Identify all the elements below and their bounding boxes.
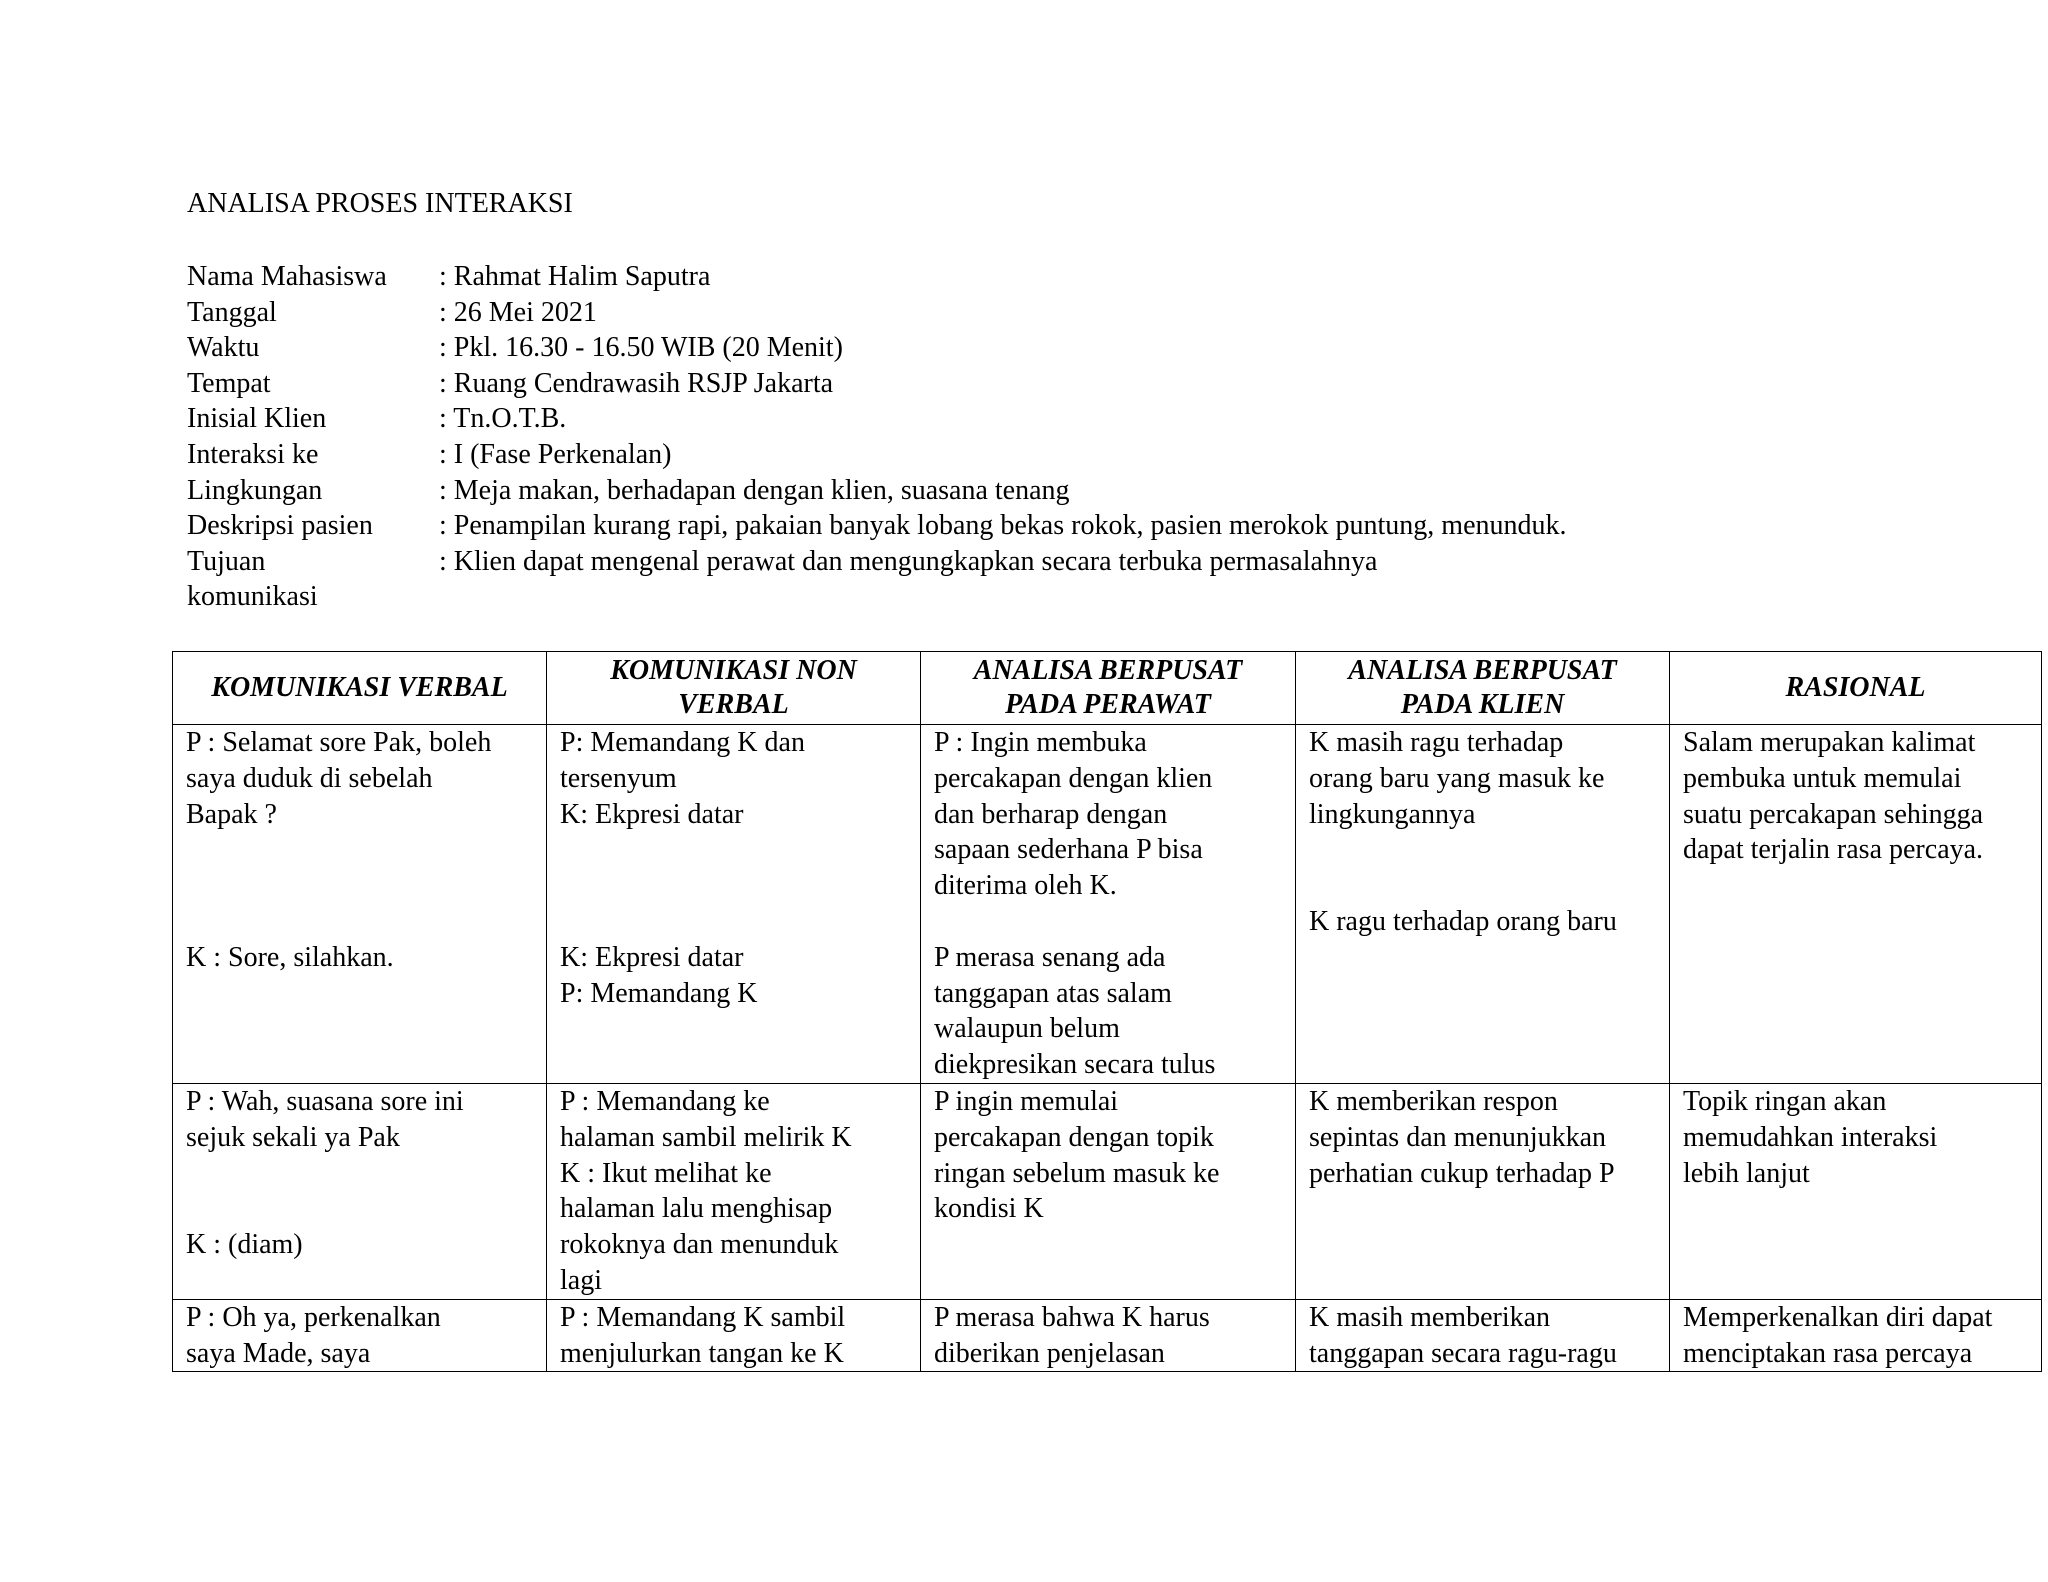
meta-value: : I (Fase Perkenalan) — [439, 438, 672, 470]
column-header-komunikasi-verbal: KOMUNIKASI VERBAL — [173, 652, 547, 725]
cell-analisa-klien: K masih ragu terhadap orang baru yang masuk ke lingkungannya K ragu terhadap orang baru — [1296, 725, 1670, 1084]
cell-analisa-perawat: P merasa bahwa K harus diberikan penjelasan — [921, 1299, 1296, 1372]
meta-label: Tanggal — [187, 296, 277, 328]
cell-rasional: Salam merupakan kalimat pembuka untuk memulai suatu percakapan sehingga dapat terjalin rasa percaya. — [1670, 725, 2042, 1084]
meta-label: Deskripsi pasien — [187, 510, 373, 542]
cell-komunikasi-verbal: P : Oh ya, perkenalkan saya Made, saya — [173, 1299, 547, 1372]
cell-komunikasi-non-verbal: P: Memandang K dan tersenyum K: Ekpresi datar K: Ekpresi datar P: Memandang K — [547, 725, 921, 1084]
cell-komunikasi-verbal: P : Selamat sore Pak, boleh saya duduk di sebelah Bapak ? K : Sore, silahkan. — [173, 725, 547, 1084]
meta-label: Lingkungan — [187, 474, 323, 506]
meta-label: Nama Mahasiswa — [187, 261, 387, 292]
meta-label: Interaksi ke — [187, 438, 319, 470]
cell-analisa-perawat: P : Ingin membuka percakapan dengan klien dan berharap dengan sapaan sederhana P bisa diterima oleh K. P merasa senang ada tanggapan atas salam walaupun belum diekpresikan secara tulus — [921, 725, 1296, 1084]
cell-komunikasi-verbal: P : Wah, suasana sore ini sejuk sekali ya Pak K : (diam) — [173, 1083, 547, 1299]
column-header-analisa-klien: ANALISA BERPUSAT PADA KLIEN — [1296, 652, 1670, 725]
meta-value: : Penampilan kurang rapi, pakaian banyak lobang bekas rokok, pasien merokok puntung, menunduk. — [439, 510, 1567, 542]
meta-value: : Tn.O.T.B. — [439, 403, 567, 435]
meta-value: : Klien dapat mengenal perawat dan mengungkapkan secara terbuka permasalahnya — [439, 545, 1378, 577]
interaction-analysis-table — [172, 651, 2042, 1372]
meta-value: : Meja makan, berhadapan dengan klien, suasana tenang — [439, 474, 1070, 506]
column-header-komunikasi-non-verbal: KOMUNIKASI NON VERBAL — [547, 652, 921, 725]
cell-analisa-klien: K memberikan respon sepintas dan menunjukkan perhatian cukup terhadap P — [1296, 1083, 1670, 1299]
cell-rasional: Memperkenalkan diri dapat menciptakan rasa percaya — [1670, 1299, 2042, 1372]
column-header-analisa-perawat: ANALISA BERPUSAT PADA PERAWAT — [921, 652, 1296, 725]
meta-label-continuation: komunikasi — [187, 581, 318, 613]
cell-rasional: Topik ringan akan memudahkan interaksi lebih lanjut — [1670, 1083, 2042, 1299]
meta-label: Tempat — [187, 367, 271, 399]
cell-analisa-perawat: P ingin memulai percakapan dengan topik ringan sebelum masuk ke kondisi K — [921, 1083, 1296, 1299]
table-row — [173, 1083, 2042, 1299]
table-row — [173, 725, 2042, 1084]
column-header-rasional: RASIONAL — [1670, 652, 2042, 725]
table-row — [173, 1299, 2042, 1372]
cell-komunikasi-non-verbal: P : Memandang ke halaman sambil melirik K K : Ikut melihat ke halaman lalu menghisap rokoknya dan menunduk lagi — [547, 1083, 921, 1299]
table-header-row — [173, 652, 2042, 725]
meta-label: Inisial Klien — [187, 403, 327, 435]
meta-value: : 26 Mei 2021 — [439, 296, 597, 328]
meta-value: : Pkl. 16.30 - 16.50 WIB (20 Menit) — [439, 332, 843, 364]
cell-analisa-klien: K masih memberikan tanggapan secara ragu-ragu — [1296, 1299, 1670, 1372]
cell-komunikasi-non-verbal: P : Memandang K sambil menjulurkan tangan ke K — [547, 1299, 921, 1372]
meta-value: : Rahmat Halim Saputra — [439, 261, 711, 292]
meta-label: Waktu — [187, 332, 260, 364]
meta-value: : Ruang Cendrawasih RSJP Jakarta — [439, 367, 834, 399]
document-title: ANALISA PROSES INTERAKSI — [187, 188, 573, 219]
meta-label: Tujuan — [187, 545, 266, 577]
